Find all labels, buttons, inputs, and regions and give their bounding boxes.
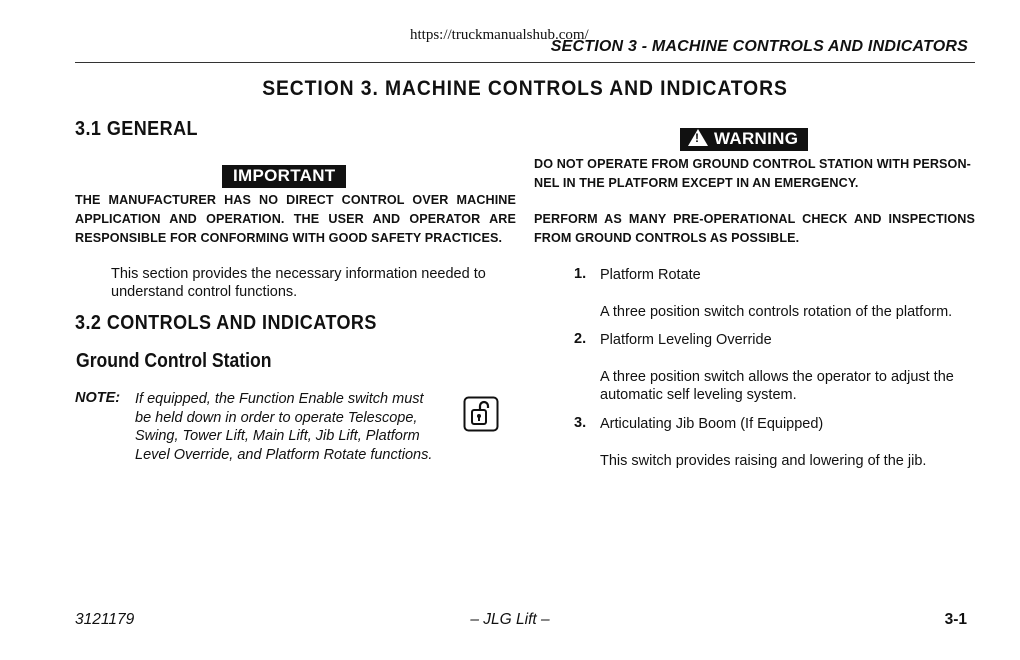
controls-heading: 3.2 CONTROLS AND INDICATORS (75, 312, 377, 334)
footer-center: – JLG Lift – (470, 611, 550, 628)
note-label: NOTE: (75, 390, 121, 406)
function-enable-switch-icon (463, 396, 499, 432)
warning-badge (680, 128, 808, 151)
item-title: Platform Rotate (600, 267, 701, 283)
warning-triangle-icon: ! (688, 129, 708, 146)
general-body: This section provides the necessary information needed to understand control functions. (111, 266, 486, 300)
warning-text-1-line-1: DO NOT OPERATE FROM GROUND CONTROL STATION WITH PERSON- (534, 157, 971, 171)
note-text: If equipped, the Function Enable switch must be held down in order to operate Telescope, Swing, Tower Lift, Main Lift, Jib Lift, Platform Level Override, and Platform Rotate functions. (135, 391, 433, 463)
header-divider (75, 62, 975, 63)
item-description: A three position switch allows the operator to adjust the automatic self leveling system. (600, 369, 954, 403)
running-header: SECTION 3 - MACHINE CONTROLS AND INDICATORS (550, 38, 968, 55)
warning-label: WARNING (714, 129, 799, 148)
footer-page-number: 3-1 (944, 611, 967, 628)
important-badge: IMPORTANT (222, 165, 346, 188)
item-description: This switch provides raising and lowering of the jib. (600, 453, 927, 469)
item-title: Platform Leveling Override (600, 332, 772, 348)
source-url[interactable]: https://truckmanualshub.com/ (410, 27, 589, 43)
item-number: 1. (574, 266, 587, 282)
item-title: Articulating Jib Boom (If Equipped) (600, 416, 824, 432)
warning-text-1 (534, 155, 975, 193)
general-heading: 3.1 GENERAL (75, 118, 198, 140)
warning-text-2: PERFORM AS MANY PRE-OPERATIONAL CHECK AND INSPECTIONS FROM GROUND CONTROLS AS POSSIBLE. (534, 212, 975, 245)
important-text: THE MANUFACTURER HAS NO DIRECT CONTROL OVER MACHINE APPLICATION AND OPERATION. THE USER AND OPERATOR ARE RESPONSIBLE FOR CONFORMING WITH GOOD SAFETY PRACTICES. (75, 193, 516, 245)
item-number: 3. (574, 415, 587, 431)
item-number: 2. (574, 331, 587, 347)
ground-control-station-heading: Ground Control Station (76, 350, 272, 372)
footer-doc-number: 3121179 (75, 611, 135, 628)
warning-text-1-line-2: NEL IN THE PLATFORM EXCEPT IN AN EMERGENCY. (534, 176, 859, 190)
section-title: SECTION 3. MACHINE CONTROLS AND INDICATORS (262, 77, 788, 100)
item-description: A three position switch controls rotation of the platform. (600, 304, 953, 320)
